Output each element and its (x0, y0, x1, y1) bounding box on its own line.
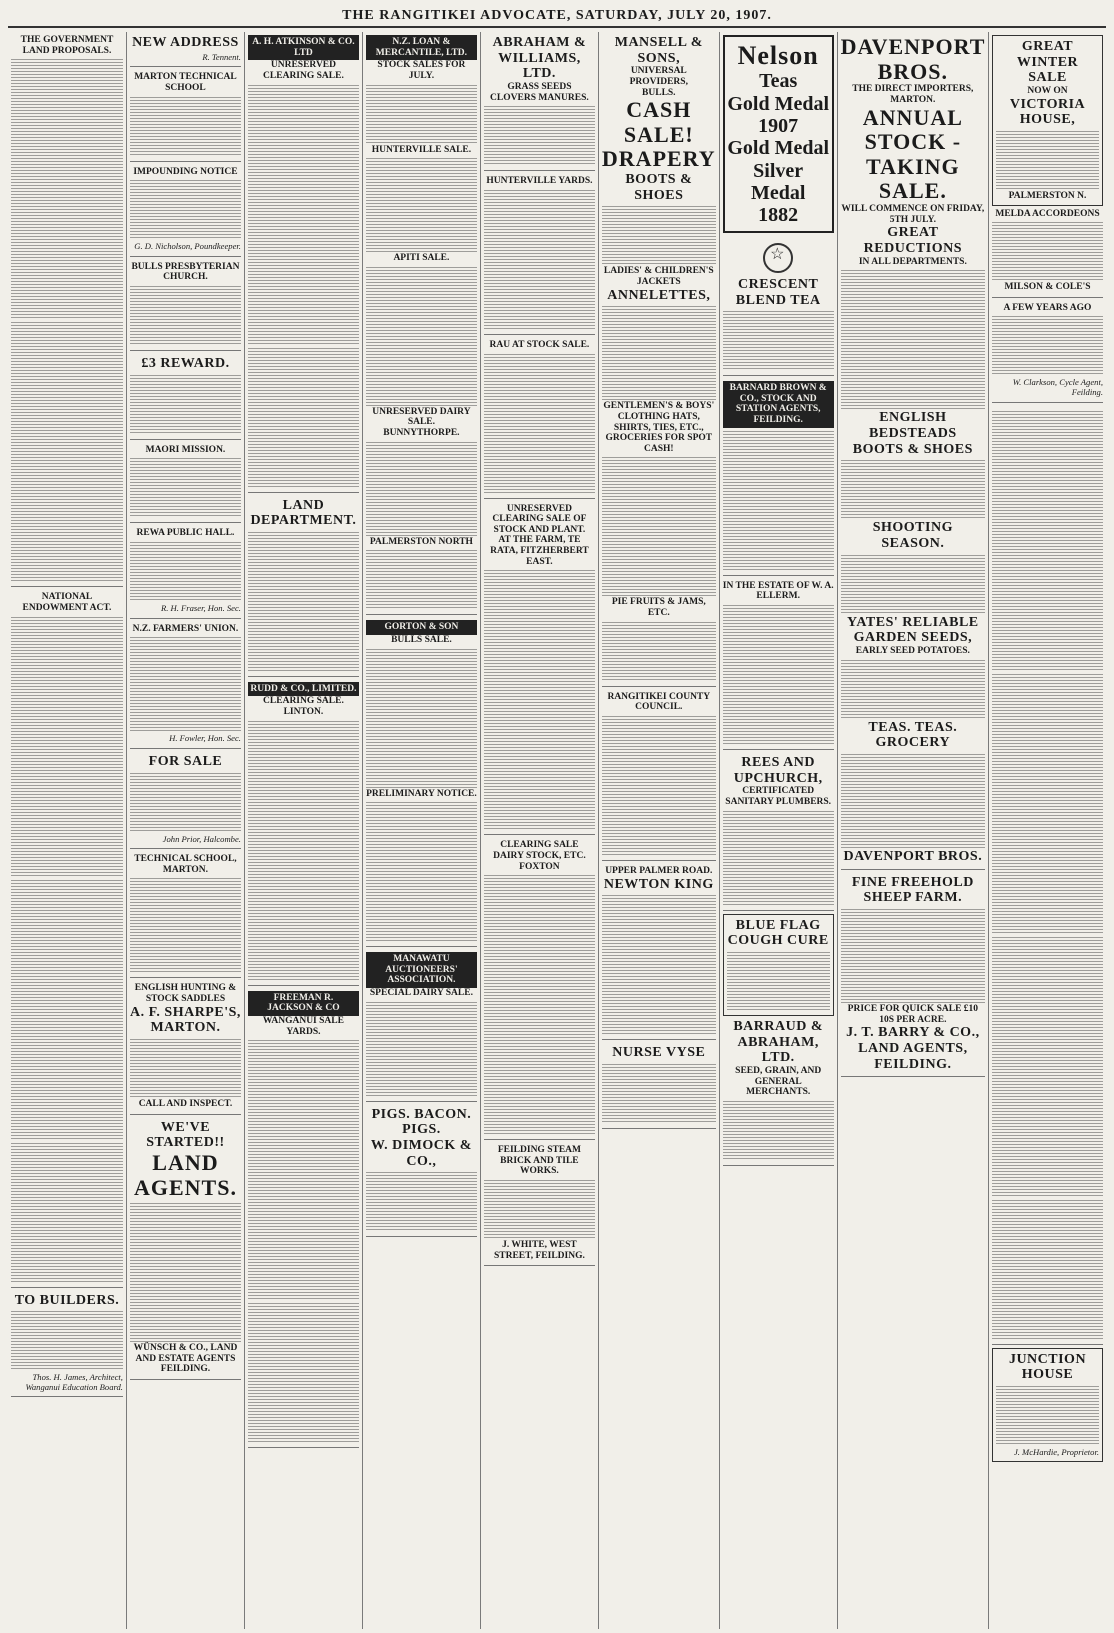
clearing-sale-ad (484, 501, 595, 836)
crescent-star-icon (763, 243, 793, 273)
body-text-block (602, 895, 716, 1035)
atkinson-ad (248, 32, 359, 493)
clearing-dairy-headline: CLEARING SALE DAIRY STOCK, ETC. (493, 840, 586, 861)
for-sale-notice (130, 751, 241, 849)
column-3 (244, 32, 362, 1629)
gents-headline: GENTLEMEN'S & BOYS' CLOTHING HATS, SHIRTS, TIES, ETC., (603, 401, 715, 433)
pieries-headline: AT THE FARM, TE RATA, FITZHERBERT EAST. (490, 535, 589, 567)
body-text-block (602, 716, 716, 856)
clarkson-signature: W. Clarkson, Cycle Agent, Feilding. (1012, 377, 1103, 398)
upper-palmer-ad (602, 863, 716, 1040)
abraham-ad (484, 32, 595, 171)
mansell-headline: MANSELL & SONS, (614, 35, 703, 66)
importers-headline: THE DIRECT IMPORTERS, MARTON. (852, 84, 974, 105)
body-text-block (366, 267, 477, 407)
land-agents-ad (130, 1117, 241, 1380)
teas-headline: TEAS. TEAS. (868, 719, 958, 735)
apiti-headline: APITI SALE. (393, 253, 450, 264)
stock-sales-headline: STOCK SALES FOR JULY. (377, 60, 466, 81)
abraham-headline: ABRAHAM & WILLIAMS, LTD. (492, 35, 587, 82)
body-text-block (841, 909, 985, 1004)
prelim-headline: PRELIMINARY NOTICE. (366, 788, 477, 799)
shooting-headline: SHOOTING SEASON. (872, 520, 953, 551)
pigs-ad (366, 1104, 477, 1238)
body-text-block (130, 542, 241, 602)
sharpe-name: A. F. SHARPE'S, MARTON. (130, 1004, 241, 1036)
upper-palmer-headline: UPPER PALMER ROAD. (605, 865, 713, 876)
marton-tech-headline: MARTON TECHNICAL SCHOOL (134, 72, 237, 93)
maori-mission-headline: MAORI MISSION. (145, 444, 226, 455)
year-2-headline: 1882 (758, 204, 799, 227)
bunnythorpe-headline: BUNNYTHORPE. (383, 428, 460, 438)
barry-headline: J. T. BARRY & CO., LAND AGENTS, FEILDING. (846, 1025, 980, 1072)
nz-loan-banner: N.Z. LOAN & MERCANTILE, LTD. (366, 35, 477, 60)
rau-sale-ad (484, 337, 595, 499)
barnard-ad (723, 378, 834, 576)
body-text-block (992, 316, 1103, 376)
builders-signature: Thos. H. James, Architect, Wanganui Education Board. (25, 1372, 123, 1392)
body-text-block (602, 1064, 716, 1124)
bedsteads-headline: ENGLISH BEDSTEADS (868, 410, 957, 441)
nurse-headline: NURSE VYSE (612, 1045, 706, 1061)
cough-cure-ad (723, 914, 834, 1016)
rangitikei-council-ad (602, 689, 716, 861)
dairy-sale-headline: UNRESERVED DAIRY SALE. (372, 406, 471, 428)
body-text-block (366, 158, 477, 253)
body-text-block (484, 190, 595, 330)
nelson-logo: Nelson (737, 41, 819, 70)
special-dairy-headline: SPECIAL DAIRY SALE. (369, 988, 473, 998)
boots-shoes-headline: BOOTS & SHOES (852, 441, 973, 457)
universal-headline: UNIVERSAL PROVIDERS, (629, 66, 688, 87)
silver-medal-headline: Silver Medal (750, 159, 806, 205)
mchardie-signature: J. McHardie, Proprietor. (1013, 1447, 1099, 1458)
teas-headline: Teas (759, 70, 798, 93)
estate-ad (723, 578, 834, 750)
gold-medal-2-headline: Gold Medal (727, 137, 830, 160)
body-text-block (11, 1143, 123, 1283)
now-on-headline: NOW ON (1027, 86, 1068, 97)
impounding-notice (130, 164, 241, 257)
body-text-block (11, 880, 123, 1140)
body-text-block (11, 1311, 123, 1371)
body-text-block (11, 322, 123, 582)
boots-headline: BOOTS & SHOES (625, 172, 693, 203)
hunterville-headline: HUNTERVILLE SALE. (371, 144, 472, 155)
body-text-block (130, 637, 241, 732)
body-text-block (366, 550, 477, 610)
body-text-block (484, 354, 595, 494)
endowment-article (11, 589, 123, 1287)
rudd-banner: RUDD & CO., LIMITED. (248, 682, 359, 697)
clearing-sale-headline: UNRESERVED CLEARING SALE OF STOCK AND PLANT. (492, 503, 587, 535)
body-text-block (130, 878, 241, 973)
all-depts-headline: IN ALL DEPARTMENTS. (858, 256, 967, 267)
palmerston-headline: PALMERSTON NORTH (369, 536, 473, 547)
linton-headline: CLEARING SALE. LINTON. (263, 696, 344, 718)
bulls-sale-headline: BULLS SALE. (391, 634, 452, 645)
clarkson-headline: A FEW YEARS AGO (1003, 302, 1092, 313)
land-department-headline: LAND DEPARTMENT. (250, 497, 357, 529)
started-headline: WE'VE STARTED!! (146, 1119, 225, 1151)
body-text-block (723, 605, 834, 745)
body-text-block (723, 1101, 834, 1161)
rees-headline: REES AND UPCHURCH, (733, 754, 823, 786)
reward-notice (130, 353, 241, 440)
farmers-union-notice (130, 621, 241, 749)
maori-mission-notice (130, 442, 241, 524)
impounding-headline: IMPOUNDING NOTICE (133, 166, 238, 177)
call-inspect: CALL AND INSPECT. (138, 1098, 233, 1109)
address-headline: NEW ADDRESS (132, 35, 239, 50)
column-1 (8, 32, 126, 1629)
manawatu-banner: MANAWATU AUCTIONEERS' ASSOCIATION. (366, 952, 477, 988)
body-text-block (484, 875, 595, 1135)
for-sale-signature: John Prior, Halcombe. (162, 833, 241, 844)
freeman-banner: FREEMAN R. JACKSON & CO (248, 991, 359, 1016)
body-text-block (992, 222, 1103, 282)
newton-king-headline: NEWTON KING (603, 876, 714, 892)
freeman-ad (248, 988, 359, 1449)
mansell-ad (602, 32, 716, 687)
seeds-headline: SEED, GRAIN, AND GENERAL MERCHANTS. (735, 1065, 822, 1098)
seed-potatoes-headline: EARLY SEED POTATOES. (855, 645, 970, 656)
endowment-headline: NATIONAL ENDOWMENT ACT. (22, 592, 112, 613)
rangitikei-headline: RANGITIKEI COUNTY COUNCIL. (607, 691, 711, 713)
rau-sale-headline: RAU AT STOCK SALE. (489, 339, 590, 350)
davenport-footer: DAVENPORT BROS. (843, 848, 983, 864)
body-text-block (602, 457, 716, 597)
body-text-block (366, 802, 477, 942)
column-5 (480, 32, 598, 1629)
rudd-ad (248, 679, 359, 986)
hunterville-yards-headline: HUNTERVILLE YARDS. (486, 176, 593, 187)
clarkson-ad (992, 300, 1103, 403)
hunterville-yards-ad (484, 173, 595, 335)
year-headline: 1907 (758, 114, 799, 137)
nurse-ad (602, 1042, 716, 1129)
pie-fruits-headline: PIE FRUITS & JAMS, ETC. (611, 597, 706, 619)
body-text-block (130, 180, 241, 240)
nelson-teas-ad (723, 35, 834, 233)
masthead: THE RANGITIKEI ADVOCATE, SATURDAY, JULY 20, 1907. (8, 6, 1106, 28)
land-proposals-headline: THE GOVERNMENT LAND PROPOSALS. (20, 35, 114, 56)
column-6 (598, 32, 719, 1629)
address-notice (130, 32, 241, 67)
body-text-block (248, 1040, 359, 1300)
body-text-block (841, 555, 985, 615)
junction-house-ad (992, 1348, 1103, 1462)
body-text-block (366, 1002, 477, 1097)
saddles-headline: ENGLISH HUNTING & STOCK SADDLES (134, 983, 237, 1005)
body-text-block (248, 532, 359, 672)
body-text-block (602, 306, 716, 401)
wanganui-yards-headline: WANGANUI SALE YARDS. (262, 1015, 344, 1037)
victoria-headline: VICTORIA HOUSE, (1009, 96, 1086, 128)
junction-headline: JUNCTION HOUSE (1008, 1351, 1087, 1383)
drapery-headline: DRAPERY (601, 146, 716, 172)
davenport-headline: DAVENPORT BROS. (840, 34, 986, 84)
foxton-headline: FOXTON (519, 861, 560, 872)
grass-seeds-headline: GRASS SEEDS CLOVERS MANURES. (490, 82, 589, 103)
for-sale-headline: FOR SALE (148, 753, 223, 769)
dimock-name: W. DIMOCK & CO., (370, 1137, 472, 1169)
barraud-ad (723, 1016, 834, 1166)
body-text-block (723, 311, 834, 371)
gorton-ad (366, 617, 477, 947)
brick-works-headline: FEILDING STEAM BRICK AND TILE WORKS. (497, 1145, 581, 1177)
body-text-block (130, 375, 241, 435)
body-text-block (996, 131, 1099, 191)
farmers-union-signature: H. Fowler, Hon. Sec. (169, 733, 241, 744)
bulls-headline: BULLS. (642, 87, 676, 98)
body-text-block (484, 570, 595, 830)
classifieds (992, 405, 1103, 1345)
column-9 (988, 32, 1106, 1629)
poundkeeper-signature: G. D. Nicholson, Poundkeeper. (134, 241, 241, 252)
palmerston-headline: PALMERSTON N. (1008, 190, 1087, 201)
body-text-block (248, 85, 359, 345)
body-text-block (484, 106, 595, 166)
body-text-block (727, 952, 830, 1012)
grocery-headline: GROCERY (875, 735, 951, 751)
classified-block (992, 411, 1103, 671)
nz-loan-ad (366, 32, 477, 615)
pigs-headline: PIGS. BACON. PIGS. (371, 1106, 472, 1138)
body-text-block (366, 649, 477, 789)
accordeons-headline: MELDA ACCORDEONS (995, 208, 1100, 219)
bulls-church-notice (130, 259, 241, 351)
garden-seeds-headline: YATES' RELIABLE GARDEN SEEDS, (847, 614, 979, 646)
body-text-block (602, 622, 716, 682)
body-text-block (723, 811, 834, 906)
milson-headline: MILSON & COLE'S (1004, 282, 1091, 293)
crescent-ad (723, 236, 834, 376)
builders-headline: TO BUILDERS. (14, 1292, 120, 1308)
column-8 (837, 32, 988, 1629)
saddles-ad (130, 980, 241, 1114)
ladies-headline: LADIES' & CHILDREN'S JACKETS (603, 266, 714, 288)
davenport-ad (841, 32, 985, 870)
sheep-farm-ad (841, 872, 985, 1078)
body-text-block (841, 660, 985, 720)
column-4 (362, 32, 480, 1629)
annelettes-headline: ANNELETTES, (607, 287, 711, 303)
barraud-headline: BARRAUD & ABRAHAM, LTD. (733, 1018, 824, 1066)
rewa-hall-signature: R. H. Fraser, Hon. Sec. (160, 602, 241, 613)
body-text-block (130, 773, 241, 833)
body-text-block (248, 1303, 359, 1443)
barnard-banner: BARNARD BROWN & CO., STOCK AND STATION AGENTS, FEILDING. (723, 381, 834, 428)
white-name: J. WHITE, WEST STREET, FEILDING. (493, 1240, 585, 1261)
clearing-dairy-ad (484, 837, 595, 1140)
manawatu-ad (366, 949, 477, 1102)
cash-sale-headline: CASH SALE! (623, 97, 694, 147)
gorton-banner: GORTON & SON (366, 620, 477, 635)
body-text-block (11, 617, 123, 877)
price-list-block (841, 754, 985, 849)
estate-headline: IN THE ESTATE OF W. A. ELLERM. (722, 580, 834, 602)
body-text-block (366, 442, 477, 537)
sanitary-headline: CERTIFICATED SANITARY PLUMBERS. (725, 786, 832, 807)
freehold-headline: FINE FREEHOLD SHEEP FARM. (851, 874, 974, 906)
winter-sale-ad (992, 35, 1103, 206)
classified-block (992, 674, 1103, 934)
body-text-block (996, 1386, 1099, 1446)
commence-headline: WILL COMMENCE ON FRIDAY, 5TH JULY. (841, 204, 985, 225)
technical-school-headline: TECHNICAL SCHOOL, MARTON. (134, 854, 237, 875)
brick-works-ad (484, 1142, 595, 1266)
body-text-block (602, 206, 716, 266)
column-2 (126, 32, 244, 1629)
gold-medal-headline: Gold Medal (727, 92, 830, 115)
body-text-block (130, 97, 241, 157)
bulls-church-headline: BULLS PRESBYTERIAN CHURCH. (131, 261, 240, 283)
body-text-block (366, 1172, 477, 1232)
body-text-block (841, 270, 985, 410)
farmers-union-headline: N.Z. FARMERS' UNION. (132, 623, 239, 634)
atkinson-banner: A. H. ATKINSON & CO. LTD (248, 35, 359, 60)
body-text-block (248, 721, 359, 981)
cough-headline: BLUE FLAG COUGH CURE (727, 917, 829, 949)
price-headline: PRICE FOR QUICK SALE £10 10S PER ACRE. (847, 1003, 979, 1025)
wunsch-name: WÜNSCH & CO., LAND AND ESTATE AGENTS FEILDING. (133, 1343, 238, 1375)
rewa-hall-notice (130, 525, 241, 618)
rees-ad (723, 752, 834, 911)
body-text-block (11, 59, 123, 319)
reward-headline: £3 REWARD. (141, 356, 230, 372)
land-proposals-article (11, 32, 123, 587)
body-text-block (130, 1203, 241, 1343)
crescent-headline: CRESCENT BLEND TEA (735, 276, 821, 308)
accordeons-ad (992, 206, 1103, 298)
body-text-block (366, 85, 477, 145)
body-text-block (248, 348, 359, 488)
groceries-headline: GROCERIES FOR SPOT CASH! (605, 433, 713, 454)
classified-block (992, 1200, 1103, 1340)
classified-block (992, 937, 1103, 1197)
body-text-block (484, 1180, 595, 1240)
body-text-block (130, 286, 241, 346)
reductions-headline: GREAT REDUCTIONS (863, 225, 963, 256)
land-department-ad (248, 495, 359, 677)
builders-notice (11, 1290, 123, 1398)
unreserved-headline: UNRESERVED CLEARING SALE. (263, 60, 344, 81)
technical-school-notice (130, 851, 241, 978)
body-text-block (841, 460, 985, 520)
address-signature: R. Tennent. (202, 51, 241, 62)
annual-sale-headline: ANNUAL STOCK - TAKING SALE. (862, 104, 963, 204)
column-7 (719, 32, 837, 1629)
body-text-block (723, 431, 834, 571)
marton-tech-notice (130, 69, 241, 161)
winter-sale-headline: GREAT WINTER SALE (1016, 39, 1079, 86)
column-grid (8, 32, 1106, 1629)
body-text-block (130, 458, 241, 518)
rewa-hall-headline: REWA PUBLIC HALL. (136, 528, 235, 539)
land-agents-headline: LAND AGENTS. (133, 1149, 237, 1200)
body-text-block (130, 1039, 241, 1099)
